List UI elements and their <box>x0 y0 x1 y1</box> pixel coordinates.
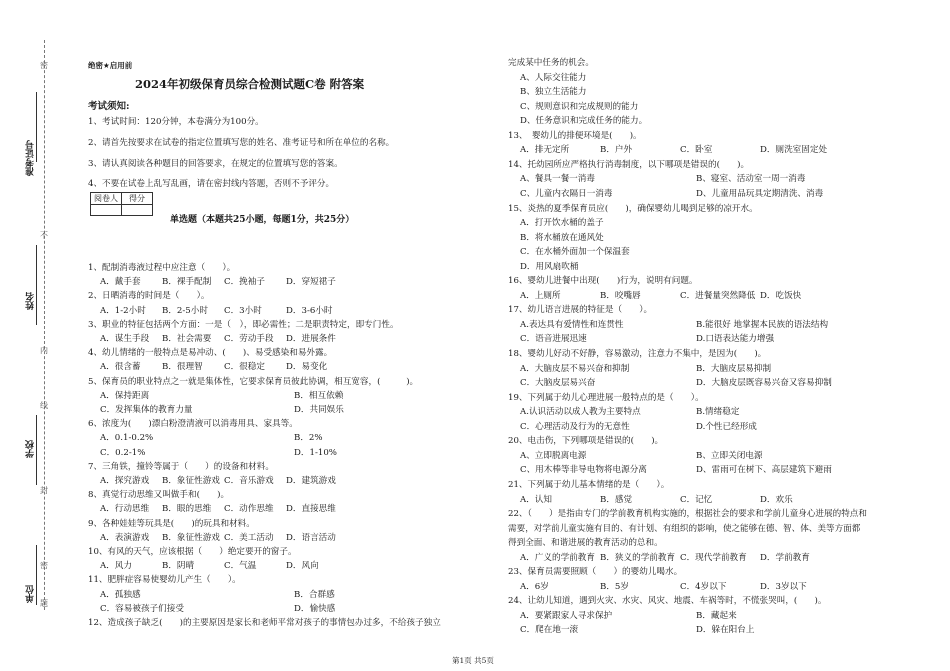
answer-option[interactable]: A．孤独感 <box>100 589 141 600</box>
answer-option[interactable]: D、雷雨可在树下、高层建筑下避雨 <box>696 465 832 476</box>
answer-option[interactable]: B．阴晴 <box>162 561 195 572</box>
answer-option[interactable]: A．大脑皮层不易兴奋和抑制 <box>520 363 630 374</box>
question-stem: 1、配制消毒液过程中应注意（ ）。 <box>88 263 236 273</box>
answer-option[interactable]: D．愉快感 <box>294 603 336 614</box>
seal-char: 封 <box>40 486 48 495</box>
answer-option[interactable]: B．大脑皮层易抑制 <box>696 363 772 374</box>
notice-heading: 考试须知: <box>88 101 130 112</box>
label-exam-id: 准考证号 <box>26 140 36 176</box>
seal-char: 题 <box>40 599 48 608</box>
answer-option[interactable]: C．在水桶外面加一个保温套 <box>520 247 630 258</box>
answer-option[interactable]: B.能很好 地掌握本民族的语法结构 <box>696 319 829 330</box>
answer-option[interactable]: D．躲在阳台上 <box>696 625 755 636</box>
score-cell[interactable] <box>91 205 122 216</box>
seal-char: 内 <box>40 346 48 355</box>
answer-option[interactable]: B、立即关闭电源 <box>696 450 763 461</box>
answer-option[interactable]: C、儿童内衣隔日一消毒 <box>520 188 613 199</box>
answer-option[interactable]: A．风力 <box>100 561 132 572</box>
score-table-header: 阅卷人 <box>91 193 122 205</box>
answer-option[interactable]: B．2-5小时 <box>162 305 208 316</box>
label-name: 姓名 <box>26 292 36 310</box>
answer-option[interactable]: B．5岁 <box>600 581 629 592</box>
answer-option[interactable]: B．2% <box>294 433 323 444</box>
answer-option[interactable]: C．发挥集体的教育力量 <box>100 405 193 415</box>
answer-option[interactable]: C．进餐量突然降低 <box>680 290 756 301</box>
answer-option[interactable]: C．容易被孩子们接受 <box>100 603 184 614</box>
score-table <box>90 192 153 216</box>
question-stem: 19、下列属于幼儿心理进展一般特点的是（ ）。 <box>508 392 704 403</box>
answer-option[interactable]: C．4岁以下 <box>680 581 727 592</box>
answer-option[interactable]: B．咬嘴唇 <box>600 290 641 301</box>
secret-stamp: 绝密★启用前 <box>88 61 133 70</box>
answer-option[interactable]: C．语音进展迅速 <box>520 334 587 345</box>
answer-option[interactable]: A、人际交往能力 <box>520 72 587 83</box>
question-stem: 23、保育员需要照顾（ ）的婴幼儿喝水。 <box>508 567 683 578</box>
notice-item: 1、考试时间：120分钟，本卷满分为100分。 <box>88 117 264 127</box>
answer-option[interactable]: D．用风扇吹桶 <box>520 261 579 272</box>
answer-option[interactable]: B．合群感 <box>294 589 335 600</box>
question-stem: 得到全面、和谐进展的教育活动的总和。 <box>508 538 663 549</box>
question-stem: 11、肥胖症容易使婴幼儿产生（ ）。 <box>88 575 241 586</box>
question-stem: 7、三角铁，撞铃等属于（ ）的设备和材料。 <box>88 461 274 472</box>
question-stem: 4、幼儿情绪的一般特点是易冲动、( )、易受感染和易外露。 <box>88 348 333 359</box>
answer-option[interactable]: C．劳动手段 <box>224 334 274 344</box>
answer-option[interactable]: B．象征性游戏 <box>162 476 220 486</box>
answer-option[interactable]: B．很理智 <box>162 362 203 373</box>
answer-option[interactable]: A、立即脱离电源 <box>520 450 587 461</box>
question-stem: 14、托幼园所应严格执行消毒制度，以下哪项是错误的( )。 <box>508 159 750 170</box>
answer-option[interactable]: D．风向 <box>286 561 319 572</box>
notice-item: 2、请首先按要求在试卷的指定位置填写您的姓名、准考证号和所在单位的名称。 <box>88 138 395 148</box>
answer-option[interactable]: D.个性已经形成 <box>696 421 757 432</box>
answer-option[interactable]: C．美工活动 <box>224 532 274 543</box>
question-stem: 22、（ ）是指由专门的学前教育机构实施的，根据社会的要求和学前儿童身心进展的特点和 <box>508 509 867 520</box>
answer-option[interactable]: D．语言活动 <box>286 532 336 543</box>
answer-option[interactable]: B．将水桶放在通风处 <box>520 232 604 243</box>
answer-option[interactable]: D．建筑游戏 <box>286 476 336 486</box>
answer-option[interactable]: D．共同娱乐 <box>294 405 344 415</box>
page-footer: 第1页 共5页 <box>452 656 494 665</box>
name-field-line <box>36 245 37 325</box>
answer-option[interactable]: D、儿童用品玩具定期清洗、消毒 <box>696 188 824 199</box>
answer-option[interactable]: B．感觉 <box>600 494 633 505</box>
question-stem: 6、浓度为( )漂白粉澄清液可以消毒用具、家具等。 <box>88 419 298 430</box>
answer-option[interactable]: A．打开饮水桶的盖子 <box>520 218 604 229</box>
question-stem: 18、婴幼儿好动不好静，容易激动，注意力不集中，是因为( )。 <box>508 349 767 359</box>
question-stem: 21、下列属于幼儿基本情绪的是（ ）。 <box>508 479 670 490</box>
answer-option[interactable]: C．大脑皮层易兴奋 <box>520 378 596 389</box>
question-stem: 17、幼儿语言进展的特征是（ ）。 <box>508 305 653 316</box>
answer-option[interactable]: C．爬在地一滚 <box>520 625 579 636</box>
answer-option[interactable]: A．表演游戏 <box>100 532 150 543</box>
answer-option[interactable]: D．大脑皮层既容易兴奋又容易抑制 <box>696 378 832 389</box>
question-stem: 8、真觉行动思维又叫做手和( )。 <box>88 490 230 501</box>
answer-option[interactable]: C．0.2-1% <box>100 447 146 458</box>
answer-option[interactable]: A．很含蓄 <box>100 362 141 373</box>
seal-char: 不 <box>40 231 48 240</box>
question-stem: 5、保育员的职业特点之一就是集体性，它要求保育员彼此协调，相互宽容，( )。 <box>88 376 419 387</box>
answer-option[interactable]: D．进展条件 <box>286 334 336 344</box>
answer-option[interactable]: A．1-2小时 <box>100 305 146 316</box>
question-stem: 15、炎热的夏季保育员应( )，确保婴幼儿喝到足够的凉开水。 <box>508 203 758 214</box>
seal-char: 密 <box>40 61 48 70</box>
section-title: 单选题（本题共25小题，每题1分，共25分） <box>170 215 355 225</box>
answer-option[interactable]: C．气温 <box>224 561 257 572</box>
question-stem: 24、让幼儿知道，遇到火灾、水灾、风灾、地震、车祸等时，不慌张哭叫，( )。 <box>508 596 827 607</box>
answer-option[interactable]: C、规则意识和完成规则的能力 <box>520 101 639 112</box>
answer-option[interactable]: D．欢乐 <box>760 494 793 505</box>
answer-option[interactable]: B．社会需要 <box>162 334 212 344</box>
label-school: 学校 <box>26 440 36 458</box>
question-stem: 需要，对学前儿童实施有目的、有计划、有组织的影响，使之能够在德、智、体、美等方面都 <box>508 523 861 534</box>
answer-option[interactable]: B．狭义的学前教育 <box>600 552 676 563</box>
seal-char: 线 <box>40 401 48 410</box>
notice-item: 3、请认真阅读各种题目的回答要求，在规定的位置填写您的答案。 <box>88 159 343 169</box>
answer-option[interactable]: A．排无定所 <box>520 145 570 156</box>
answer-option[interactable]: A．认知 <box>520 494 552 505</box>
question-stem: 12、造成孩子缺乏( )的主要原因是家长和老师平常对孩子的事情包办过多，不给孩子独立 <box>88 618 441 628</box>
answer-option[interactable]: A.认识活动以成人教为主要特点 <box>520 407 641 418</box>
answer-option[interactable]: D．3-6小时 <box>286 305 333 316</box>
question-stem: 10、有风的天气，应该根据（ ）绝定要开的窗子。 <box>88 547 297 557</box>
answer-option[interactable]: A、餐具一餐一消毒 <box>520 174 595 185</box>
question-stem: 完成某中任务的机会。 <box>508 58 594 68</box>
answer-option[interactable]: C．动作思维 <box>224 504 274 515</box>
question-stem: 3、职业的特征包括两个方面：一是（ ），即必需性；二是职责特定，即专门性。 <box>88 319 399 330</box>
answer-option[interactable]: C．记忆 <box>680 494 713 505</box>
question-stem: 2、日晒消毒的时间是（ ）。 <box>88 291 210 302</box>
answer-option[interactable]: A．0.1-0.2% <box>100 433 154 444</box>
answer-option[interactable]: C、用木棒等非导电物将电源分离 <box>520 465 647 476</box>
answer-option[interactable]: B．藏起来 <box>696 610 737 621</box>
score-cell[interactable] <box>122 205 153 216</box>
answer-option[interactable]: A．要紧跟家人寻求保护 <box>520 610 613 621</box>
answer-option[interactable]: A．行动思维 <box>100 504 150 515</box>
answer-option[interactable]: C．挽袖子 <box>224 277 265 288</box>
answer-option[interactable]: D．3岁以下 <box>760 581 807 592</box>
answer-option[interactable]: A．探究游戏 <box>100 476 150 486</box>
score-table-header: 得分 <box>122 193 153 205</box>
notice-item: 4、不要在试卷上乱写乱画，请在密封线内答题，否则不予评分。 <box>88 179 335 189</box>
answer-option[interactable]: A．戴手套 <box>100 277 141 288</box>
answer-option[interactable]: C．现代学前教育 <box>680 552 747 563</box>
answer-option[interactable]: B．户外 <box>600 145 633 156</box>
answer-option[interactable]: A．保持距离 <box>100 390 150 401</box>
answer-option[interactable]: C．心理活动及行为的无意性 <box>520 421 630 432</box>
answer-option[interactable]: C．音乐游戏 <box>224 476 274 486</box>
answer-option[interactable]: D．厕洗室固定处 <box>760 145 828 156</box>
answer-option[interactable]: B．相互依赖 <box>294 390 344 401</box>
answer-option[interactable]: A．6岁 <box>520 581 549 592</box>
answer-option[interactable]: B、独立生活能力 <box>520 87 587 98</box>
answer-option[interactable]: D．学前教育 <box>760 552 810 563</box>
label-unit: 单位 <box>26 585 36 603</box>
answer-option[interactable]: D．直接思维 <box>286 504 336 515</box>
question-stem: 13、 婴幼儿的排便环境是( )。 <box>508 130 642 141</box>
seal-line <box>44 40 45 610</box>
answer-option[interactable]: D．易变化 <box>286 362 328 373</box>
question-stem: 20、电击伤，下列哪项是错误的( )。 <box>508 436 664 447</box>
answer-option[interactable]: D.口语表达能力增强 <box>696 334 775 345</box>
answer-option[interactable]: B．裸手配制 <box>162 277 212 288</box>
answer-option[interactable]: D．1-10% <box>294 447 337 458</box>
answer-option[interactable]: B．眼的思维 <box>162 504 212 515</box>
answer-option[interactable]: C．很稳定 <box>224 362 265 373</box>
page-title: 2024年初级保育员综合检测试题C卷 附答案 <box>135 77 365 91</box>
answer-option[interactable]: B.情绪稳定 <box>696 407 740 418</box>
seal-char: 密 <box>40 561 48 570</box>
answer-option[interactable]: A.表达具有爱情性和连贯性 <box>520 319 624 330</box>
answer-option[interactable]: A．上厕所 <box>520 290 561 301</box>
answer-option[interactable]: B、寝室、活动室一周一消毒 <box>696 174 806 185</box>
answer-option[interactable]: A．广义的学前教育 <box>520 552 595 563</box>
answer-option[interactable]: D．穿短裙子 <box>286 277 336 288</box>
answer-option[interactable]: C．3小时 <box>224 305 262 316</box>
answer-option[interactable]: A．谋生手段 <box>100 334 150 344</box>
question-stem: 16、婴幼儿进餐中出现( )行为，说明有问题。 <box>508 276 698 287</box>
answer-option[interactable]: C．卧室 <box>680 145 713 156</box>
answer-option[interactable]: D．吃饭快 <box>760 290 802 301</box>
question-stem: 9、各种娃娃等玩具是( )的玩具和材料。 <box>88 518 255 529</box>
answer-option[interactable]: D、任务意识和完成任务的能力。 <box>520 116 648 127</box>
answer-option[interactable]: B．象征性游戏 <box>162 532 220 543</box>
